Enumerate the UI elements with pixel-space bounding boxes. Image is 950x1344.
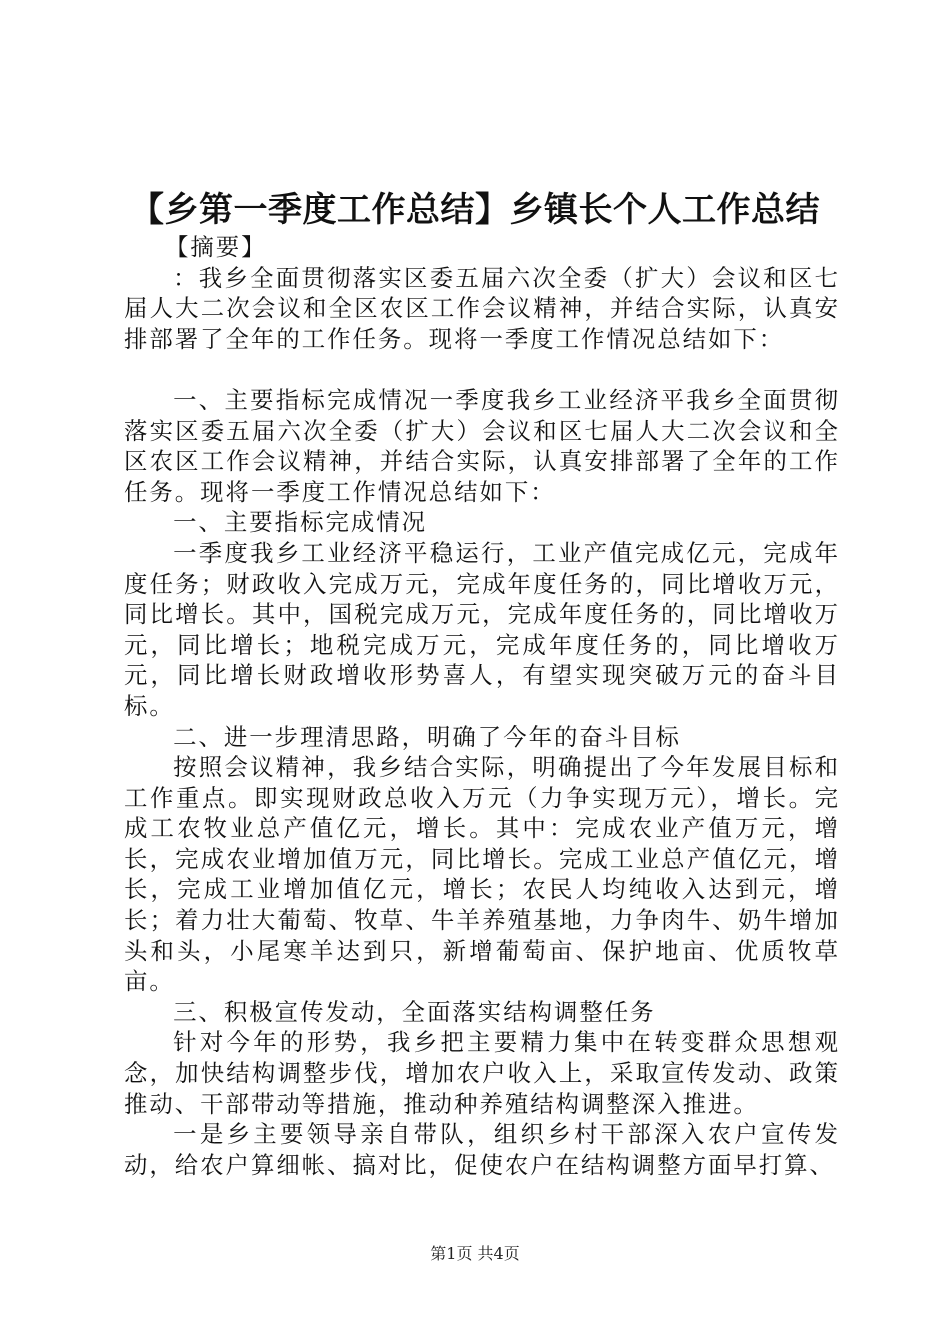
document-title: 【乡第一季度工作总结】乡镇长个人工作总结 [130,190,820,230]
section-heading: 一、主要指标完成情况 [173,508,428,537]
section-heading: 三、积极宣传发动，全面落实结构调整任务 [173,997,656,1026]
document-body [124,232,840,1180]
abstract-heading: 【摘要】 [164,233,267,261]
page-number-footer: 第1页 共4页 [430,1244,520,1263]
body-paragraph: 一、主要指标完成情况一季度我乡工业经济平我乡全面贯彻落实区委五届六次全委（扩大）会议和区七届人大二次会议和全区农区工作会议精神，并结合实际，认真安排部署了全年的工作任务。现将一季度工作情况总结如下： [124,385,840,506]
body-paragraph: 一季度我乡工业经济平稳运行，工业产值完成亿元，完成年度任务；财政收入完成万元，完成年度任务的，同比增收万元，同比增长。其中，国税完成万元，完成年度任务的，同比增收万元，同比增长；地税完成万元，完成年度任务的，同比增收万元，同比增长财政增收形势喜人，有望实现突破万元的奋斗目标。 [124,538,840,720]
body-paragraph: 按照会议精神，我乡结合实际，明确提出了今年发展目标和工作重点。即实现财政总收入万元（力争实现万元），增长。完成工农牧业总产值亿元，增长。其中：完成农业产值万元，增长，完成农业增加值万元，同比增长。完成工业总产值亿元，增长，完成工业增加值亿元，增长；农民人均纯收入达到元，增长；着力壮大葡萄、牧草、牛羊养殖基地，力争肉牛、奶牛增加头和头，小尾寒羊达到只，新增葡萄亩、保护地亩、优质牧草亩。 [124,753,840,996]
section-heading: 二、进一步理清思路，明确了今年的奋斗目标 [173,722,681,751]
body-paragraph: 针对今年的形势，我乡把主要精力集中在转变群众思想观念，加快结构调整步伐，增加农户收入上，采取宣传发动、政策推动、干部带动等措施，推动种养殖结构调整深入推进。 [124,1028,840,1118]
blank-line [124,354,840,385]
body-paragraph: 一是乡主要领导亲自带队，组织乡村干部深入农户宣传发动，给农户算细帐、搞对比，促使农户在结构调整方面早打算、 [124,1120,840,1179]
abstract-paragraph: ：我乡全面贯彻落实区委五届六次全委（扩大）会议和区七届人大二次会议和全区农区工作会议精神，并结合实际，认真安排部署了全年的工作任务。现将一季度工作情况总结如下： [124,263,840,353]
